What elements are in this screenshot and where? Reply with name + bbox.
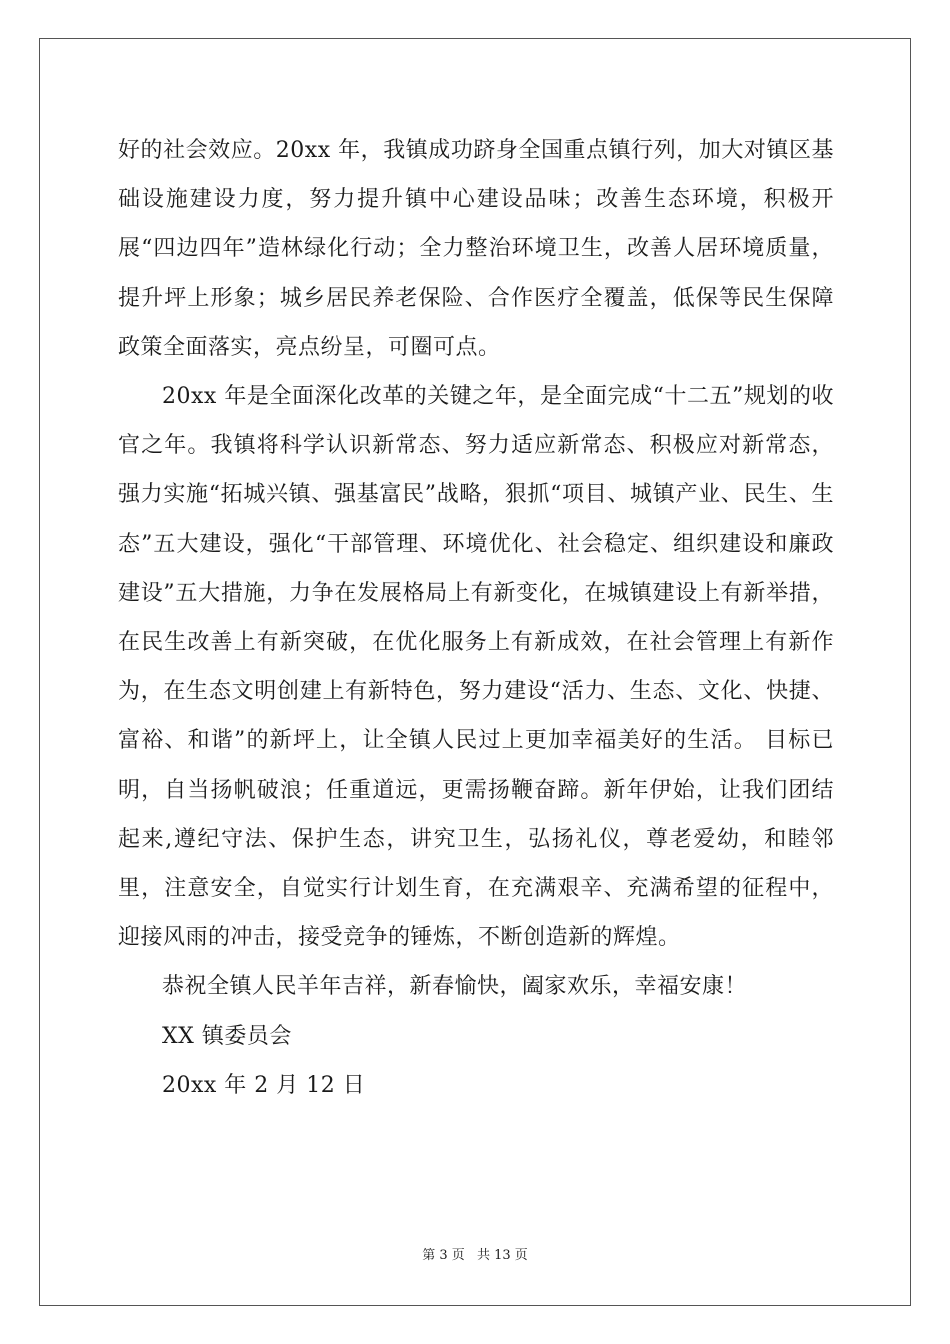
page-number: 第 3 页: [422, 1248, 465, 1263]
document-body: [118, 126, 834, 1110]
date-line: 20xx 年 2 月 12 日: [162, 1072, 366, 1098]
page-footer: [0, 1247, 950, 1265]
paragraph-2: 20xx 年是全面深化改革的关键之年，是全面完成“十二五”规划的收官之年。我镇将科学认识新常态、努力适应新常态、积极应对新常态，强力实施“拓城兴镇、强基富民”战略，狠抓“项目、城镇产业、民生、生态”五大建设，强化“干部管理、环境优化、社会稳定、组织建设和廉政建设”五大措施，力争在发展格局上有新变化，在城镇建设上有新举措，在民生改善上有新突破，在优化服务上有新成效，在社会管理上有新作为，在生态文明创建上有新特色，努力建设“活力、生态、文化、快捷、富裕、和谐”的新坪上，让全镇人民过上更加幸福美好的生活。 目标已明，自当扬帆破浪；任重道远，更需扬鞭奋蹄。新年伊始，让我们团结起来,遵纪守法、保护生态，讲究卫生，弘扬礼仪，尊老爱幼，和睦邻里，注意安全，自觉实行计划生育，在充满艰辛、充满希望的征程中，迎接风雨的冲击，接受竞争的锤炼，不断创造新的辉煌。: [118, 384, 834, 951]
signature-line: XX 镇委员会: [162, 1023, 292, 1049]
greeting-line: 恭祝全镇人民羊年吉祥，新春愉快，阖家欢乐，幸福安康！: [162, 974, 748, 1000]
page-total: 共 13 页: [476, 1248, 528, 1263]
paragraph-1: 好的社会效应。20xx 年，我镇成功跻身全国重点镇行列，加大对镇区基础设施建设力度，努力提升镇中心建设品味；改善生态环境，积极开展“四边四年”造林绿化行动；全力整治环境卫生，改善人居环境质量，提升坪上形象；城乡居民养老保险、合作医疗全覆盖，低保等民生保障政策全面落实，亮点纷呈，可圈可点。: [118, 138, 834, 360]
